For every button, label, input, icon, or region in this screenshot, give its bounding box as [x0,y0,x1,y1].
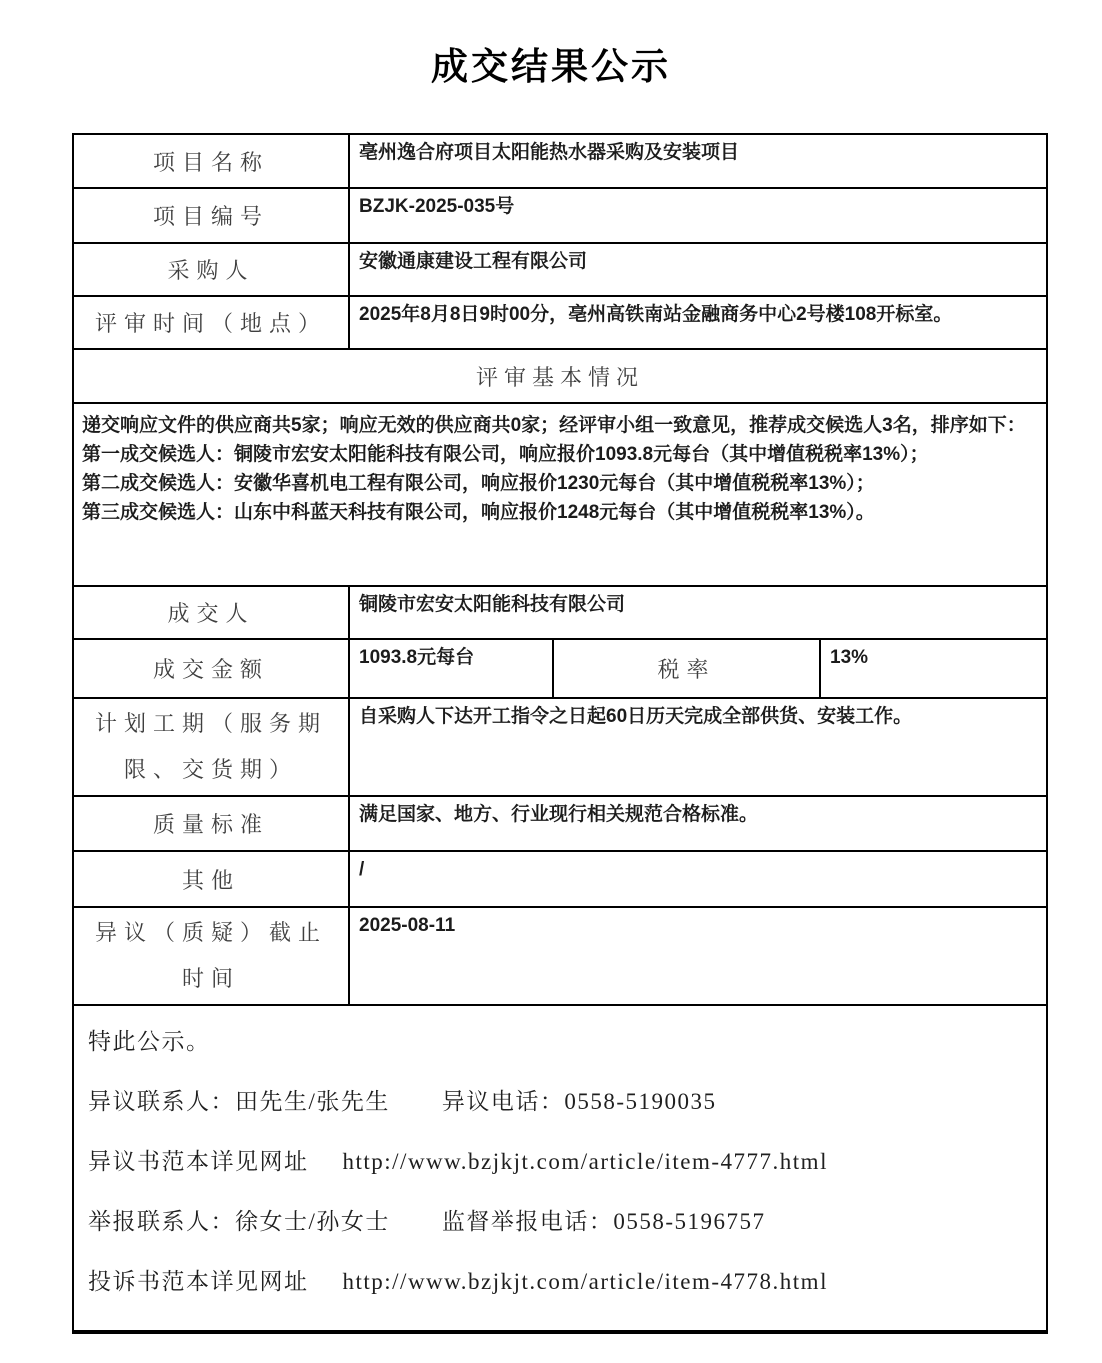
footer-complaint-template-line [88,1270,1032,1294]
table-row-amount [73,639,1047,698]
project-name-label: 项目名称 [73,134,349,188]
footer-objection-template-line [88,1150,1032,1174]
project-number-value: BZJK-2025-035号 [349,188,1047,243]
tax-rate-value: 13% [820,639,1047,698]
table-row-project-number [73,188,1047,243]
footer-notice: 特此公示。 [88,1029,211,1054]
candidate-1-line: 第一成交候选人：铜陵市宏安太阳能科技有限公司，响应报价1093.8元每台（其中增值税税率13%）； [82,444,929,465]
review-details-cell [73,403,1047,586]
objection-template-url: http://www.bzjkjt.com/article/item-4777.html [342,1149,828,1174]
table-row-winner [73,586,1047,639]
review-time-label: 评审时间（地点） [73,296,349,349]
table-row-section-header [73,349,1047,403]
review-summary-line: 递交响应文件的供应商共5家；响应无效的供应商共0家；经评审小组一致意见，推荐成交候选人3名，排序如下： [82,415,1026,436]
footer-report-line [88,1210,1032,1234]
amount-label: 成交金额 [73,639,349,698]
candidate-3-line: 第三成交候选人：山东中科蓝天科技有限公司，响应报价1248元每台（其中增值税税率13%）。 [82,502,875,523]
table-row-objection-deadline [73,907,1047,1005]
complaint-template-url: http://www.bzjkjt.com/article/item-4778.html [342,1269,828,1294]
quality-label: 质量标准 [73,796,349,851]
footer-objection-line [88,1090,1032,1114]
other-label: 其他 [73,851,349,907]
review-time-value: 2025年8月8日9时00分，亳州高铁南站金融商务中心2号楼108开标室。 [349,296,1047,349]
table-row-review-details [73,403,1047,586]
project-number-label: 项目编号 [73,188,349,243]
table-row-schedule [73,698,1047,796]
tax-rate-label: 税率 [553,639,820,698]
result-table [72,133,1048,1334]
table-row-purchaser [73,243,1047,296]
candidate-2-line: 第二成交候选人：安徽华喜机电工程有限公司，响应报价1230元每台（其中增值税税率13%）； [82,473,875,494]
project-name-value: 亳州逸合府项目太阳能热水器采购及安装项目 [349,134,1047,188]
footer-cell [73,1005,1047,1332]
objection-template-label: 异议书范本详见网址 [88,1149,309,1174]
schedule-label: 计划工期（服务期限、交货期） [73,698,349,796]
report-contact-text: 举报联系人：徐女士/孙女士 [88,1209,390,1234]
table-row-quality [73,796,1047,851]
report-phone-text: 监督举报电话：0558-5196757 [441,1209,766,1234]
objection-contact-text: 异议联系人：田先生/张先生 [88,1089,390,1114]
table-row-footer [73,1005,1047,1332]
review-section-header: 评审基本情况 [73,349,1047,403]
amount-value: 1093.8元每台 [349,639,553,698]
winner-label: 成交人 [73,586,349,639]
objection-deadline-label: 异议（质疑）截止时间 [73,907,349,1005]
complaint-template-label: 投诉书范本详见网址 [88,1269,309,1294]
objection-deadline-value: 2025-08-11 [349,907,1047,1005]
table-row-other [73,851,1047,907]
other-value: / [349,851,1047,907]
table-row-project-name [73,134,1047,188]
objection-phone-text: 异议电话：0558-5190035 [441,1089,717,1114]
quality-value: 满足国家、地方、行业现行相关规范合格标准。 [349,796,1047,851]
schedule-value: 自采购人下达开工指令之日起60日历天完成全部供货、安装工作。 [349,698,1047,796]
purchaser-label: 采购人 [73,243,349,296]
winner-value: 铜陵市宏安太阳能科技有限公司 [349,586,1047,639]
table-row-review-time [73,296,1047,349]
page-title: 成交结果公示 [431,47,671,88]
purchaser-value: 安徽通康建设工程有限公司 [349,243,1047,296]
